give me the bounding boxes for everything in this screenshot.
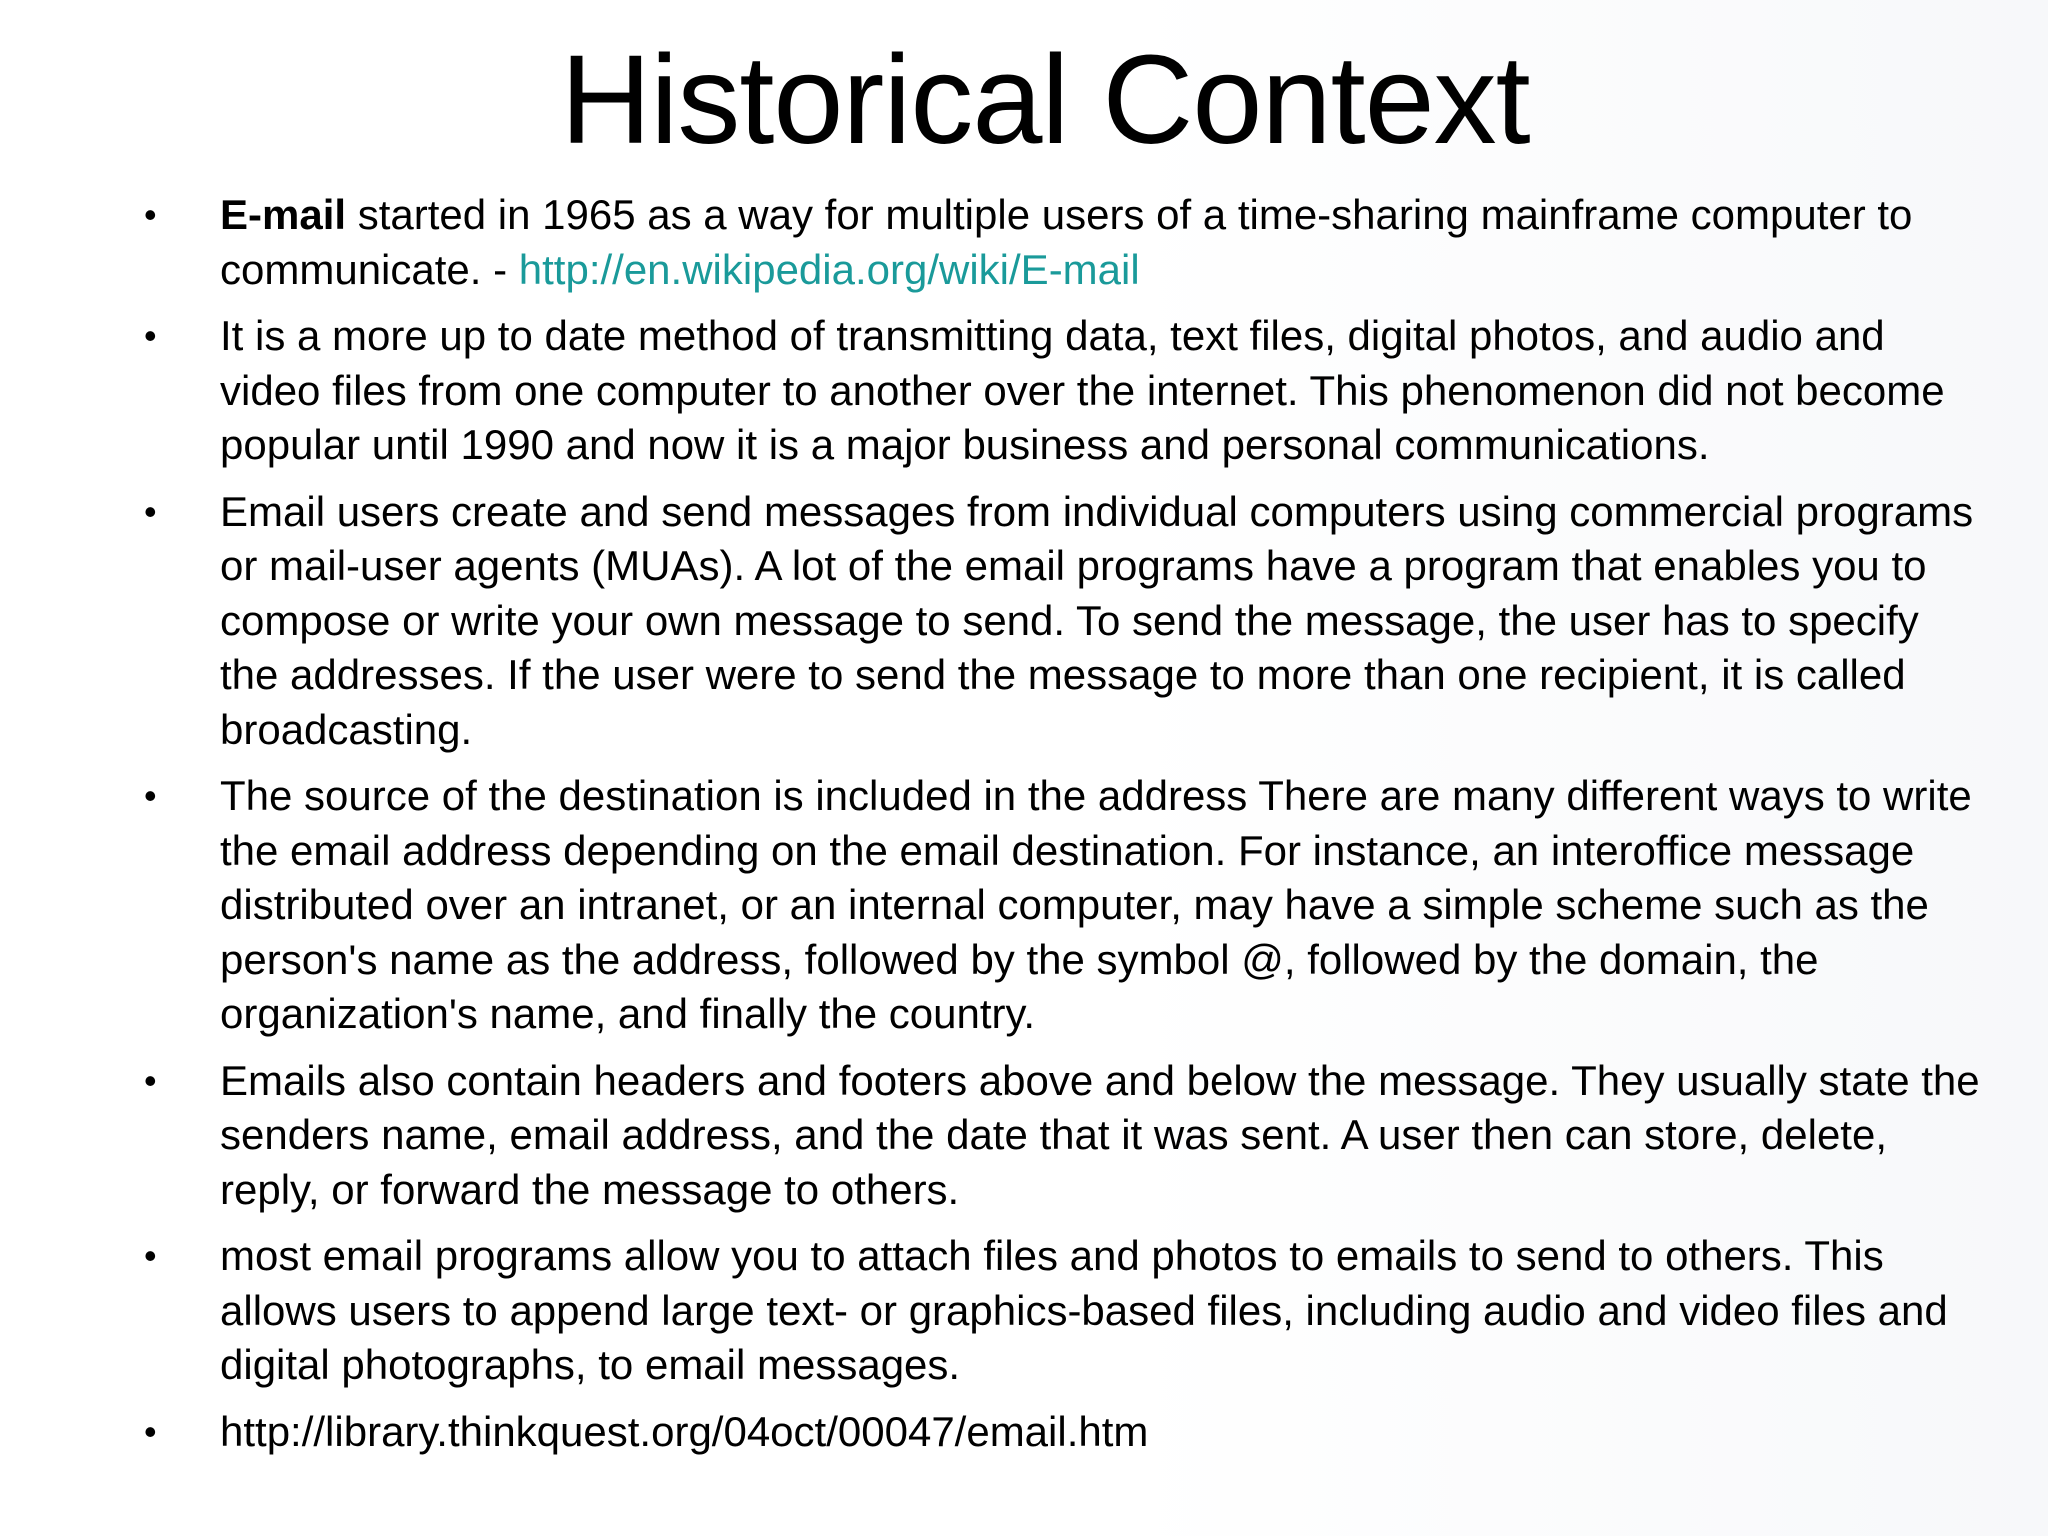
bullet-text: The source of the destination is included in the address There are many different ways to write the email address depending on the email destination. For instance, an interoffice message distributed over an intranet, or an internal computer, may have a simple scheme such as the person's name as the address, followed by the symbol @, followed by the domain, the organization's name, and finally the country. (220, 772, 1972, 1037)
thinkquest-url-text: http://library.thinkquest.org/04oct/00047/email.htm (220, 1407, 1149, 1455)
bullet-bold-term: E-mail (220, 191, 347, 238)
bullet-item (140, 1405, 1980, 1460)
bullet-icon: • (144, 775, 157, 816)
bullet-text: Email users create and send messages from individual computers using commercial programs or mail-user agents (MUAs). A lot of the email programs have a program that enables you to compose or write your own message to send. To send the message, the user has to specify the addresses. If the user were to send the message to more than one recipient, it is called broadcasting. (220, 487, 1974, 753)
bullet-icon: • (144, 194, 157, 235)
bullet-text: most email programs allow you to attach files and photos to emails to send to others. This allows users to append large text- or graphics-based files, including audio and video files and digital photographs, to email messages. (220, 1232, 1948, 1388)
bullet-text: started in 1965 as a way for multiple users of a time-sharing mainframe computer to communicate. - (220, 191, 1913, 293)
bullet-item (140, 485, 1980, 758)
wikipedia-link[interactable]: http://en.wikipedia.org/wiki/E-mail (518, 245, 1140, 293)
bullet-icon: • (144, 315, 157, 356)
bullet-item (140, 309, 1980, 473)
slide-title: Historical Context (560, 29, 1530, 170)
bullet-text: Emails also contain headers and footers above and below the message. They usually state the senders name, email address, and the date that it was sent. A user then can store, delete, reply, or forward the message to others. (220, 1056, 1980, 1213)
bullet-item (140, 1229, 1980, 1393)
bullet-item (140, 188, 1980, 297)
bullet-item (140, 769, 1980, 1042)
bullet-icon: • (144, 1235, 157, 1276)
bullet-icon: • (144, 1410, 157, 1452)
bullet-text: It is a more up to date method of transmitting data, text files, digital photos, and audio and video files from one computer to another over the internet. This phenomenon did not become popular until 1990 and now it is a major business and personal communications. (220, 312, 1945, 468)
bullet-icon: • (144, 1059, 157, 1101)
bullet-icon: • (144, 490, 157, 532)
bullet-item (140, 1054, 1980, 1218)
bullet-list (140, 188, 1980, 1471)
